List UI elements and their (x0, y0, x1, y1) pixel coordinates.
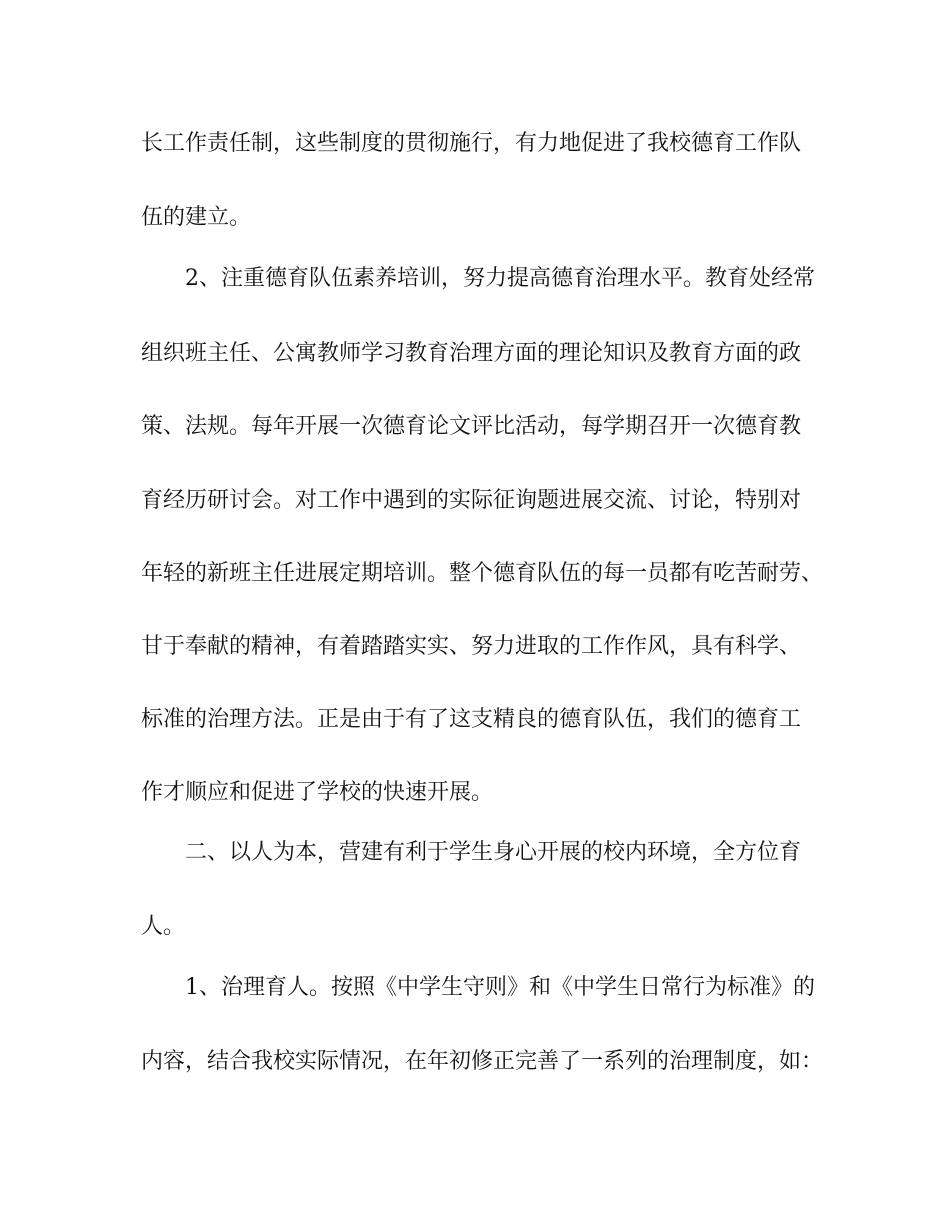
text-line: 甘于奉献的精神，有着踏踏实实、努力进取的工作作风，具有科学、 (141, 634, 802, 659)
text-line: 年轻的新班主任进展定期培训。整个德育队伍的每一员都有吃苦耐劳、 (141, 561, 824, 586)
text-line: 标准的治理方法。正是由于有了这支精良的德育队伍，我们的德育工 (141, 707, 802, 732)
text-line: 伍的建立。 (141, 205, 252, 230)
text-line: 长工作责任制，这些制度的贯彻施行，有力地促进了我校德育工作队 (141, 131, 802, 156)
text-line: 组织班主任、公寓教师学习教育治理方面的理论知识及教育方面的政 (141, 341, 802, 366)
section-heading-line: 人。 (141, 914, 186, 939)
text-line: 作才顺应和促进了学校的快速开展。 (141, 780, 494, 805)
paragraph-start-line: 2、注重德育队伍素养培训，努力提高德育治理水平。教育处经常 (185, 266, 815, 291)
text-line: 育经历研讨会。对工作中遇到的实际征询题进展交流、讨论，特别对 (141, 488, 802, 513)
text-line: 策、法规。每年开展一次德育论文评比活动，每学期召开一次德育教 (141, 414, 802, 439)
text-line: 内容，结合我校实际情况，在年初修正完善了一系列的治理制度，如： (141, 1049, 824, 1074)
paragraph-start-line: 1、治理育人。按照《中学生守则》和《中学生日常行为标准》的 (185, 975, 815, 1000)
section-heading-line: 二、以人为本，营建有利于学生身心开展的校内环境，全方位育 (185, 840, 802, 865)
